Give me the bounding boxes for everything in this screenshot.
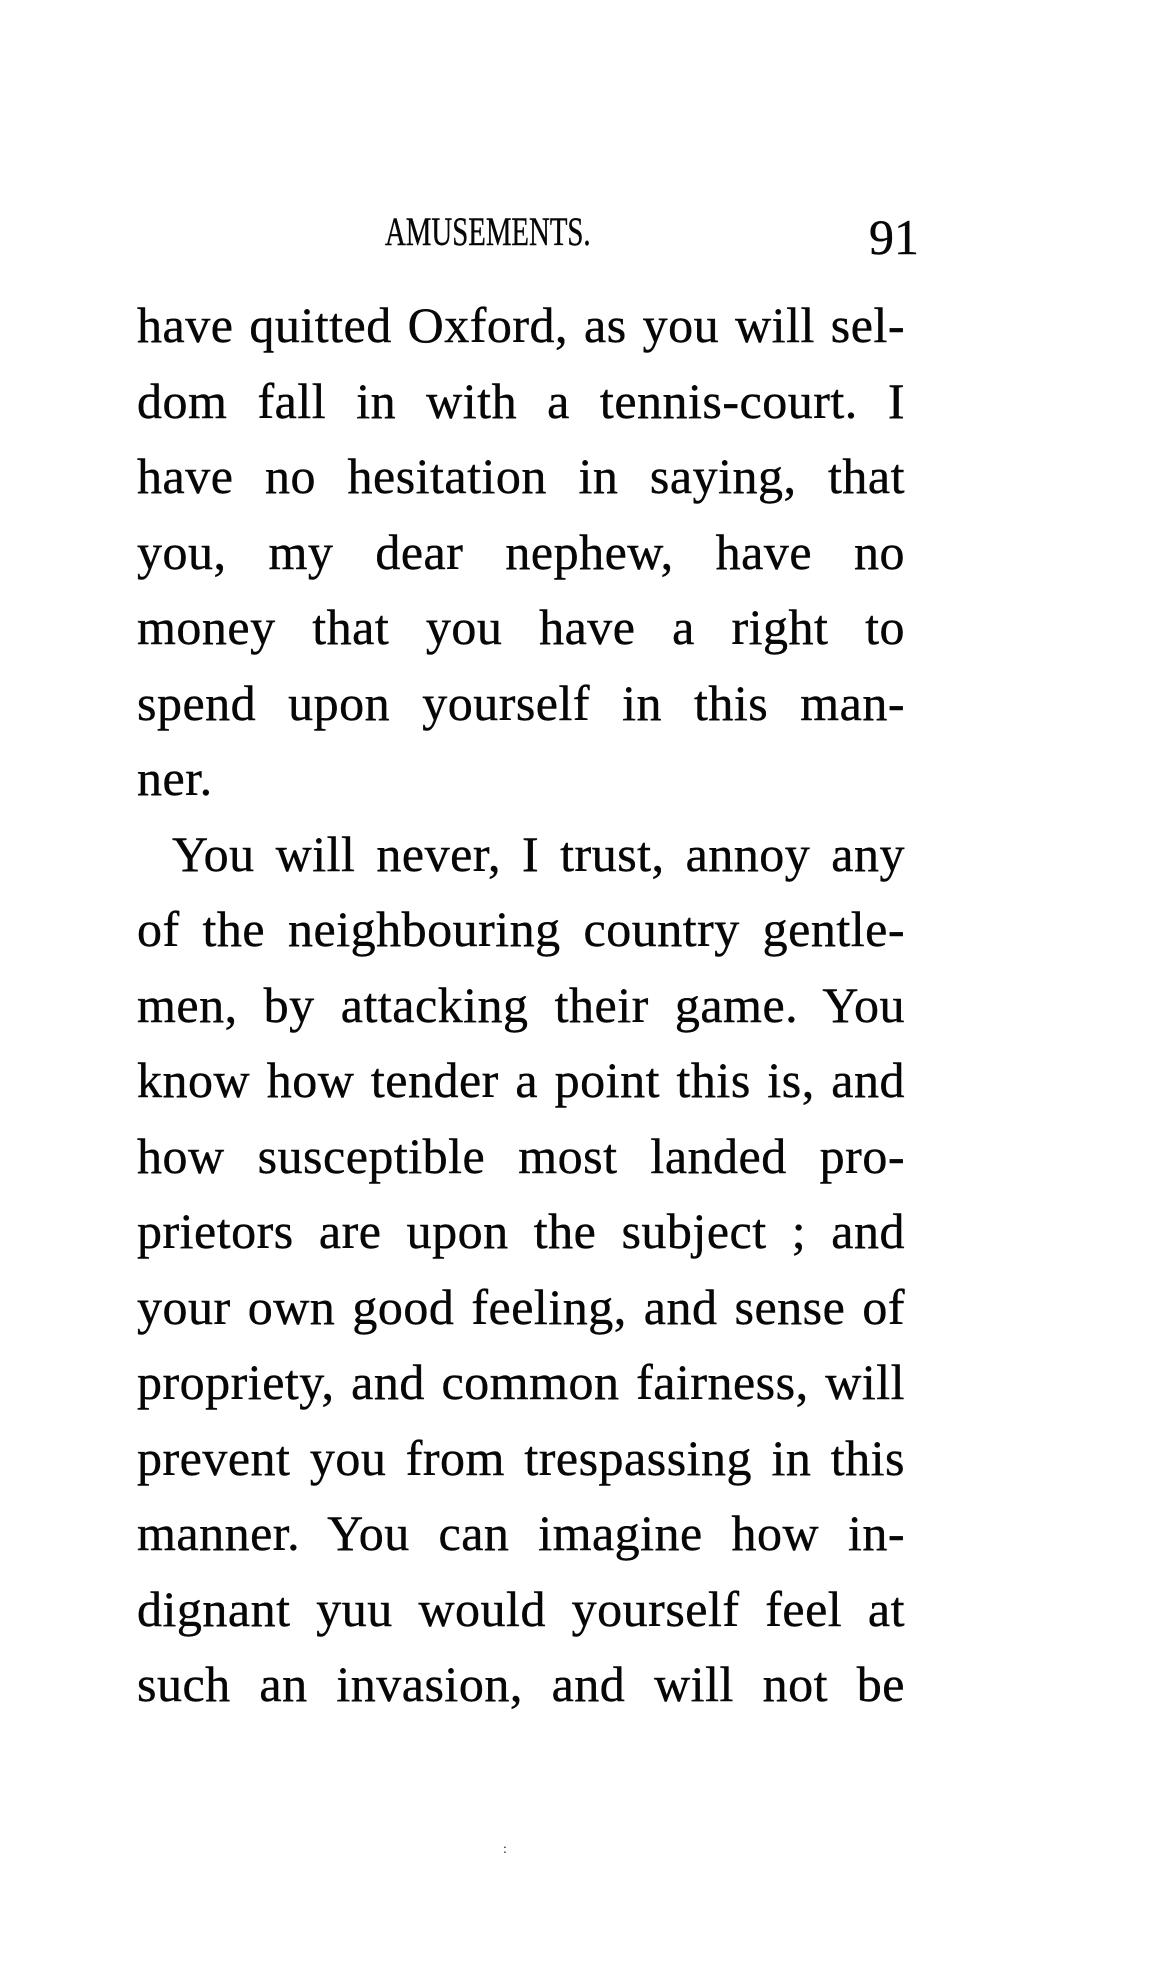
- text-line: prevent you from trespassing in this: [137, 1429, 905, 1486]
- text-line: spend upon yourself in this man-: [137, 674, 905, 731]
- text-line: money that you have a right to: [137, 599, 905, 655]
- text-line: propriety, and common fairness, will: [137, 1354, 905, 1410]
- text-line: of the neighbouring country gentle-: [137, 901, 905, 957]
- text-line: such an invasion, and will not be: [137, 1656, 905, 1712]
- text-line: you, my dear nephew, have no: [137, 523, 905, 580]
- running-header: AMUSEMENTS.: [385, 209, 591, 254]
- text-line: You will never, I trust, annoy any: [172, 825, 905, 882]
- text-line: manner. You can imagine how in-: [137, 1505, 905, 1561]
- text-line: dom fall in with a tennis-court. I: [137, 372, 905, 429]
- page-number: 91: [869, 209, 919, 265]
- text-line: how susceptible most landed pro-: [137, 1127, 905, 1184]
- text-line: have quitted Oxford, as you will sel-: [137, 297, 905, 353]
- text-line: your own good feeling, and sense of: [137, 1278, 905, 1335]
- body-text: [137, 288, 905, 1723]
- text-line: ner.: [137, 750, 213, 806]
- text-line: know how tender a point this is, and: [137, 1052, 905, 1108]
- text-line: dignant yuu would yourself feel at: [137, 1580, 905, 1637]
- scan-artifact: :: [503, 1842, 507, 1857]
- text-line: have no hesitation in saying, that: [137, 448, 905, 504]
- text-line: men, by attacking their game. You: [137, 976, 905, 1033]
- text-line: prietors are upon the subject ; and: [137, 1203, 905, 1259]
